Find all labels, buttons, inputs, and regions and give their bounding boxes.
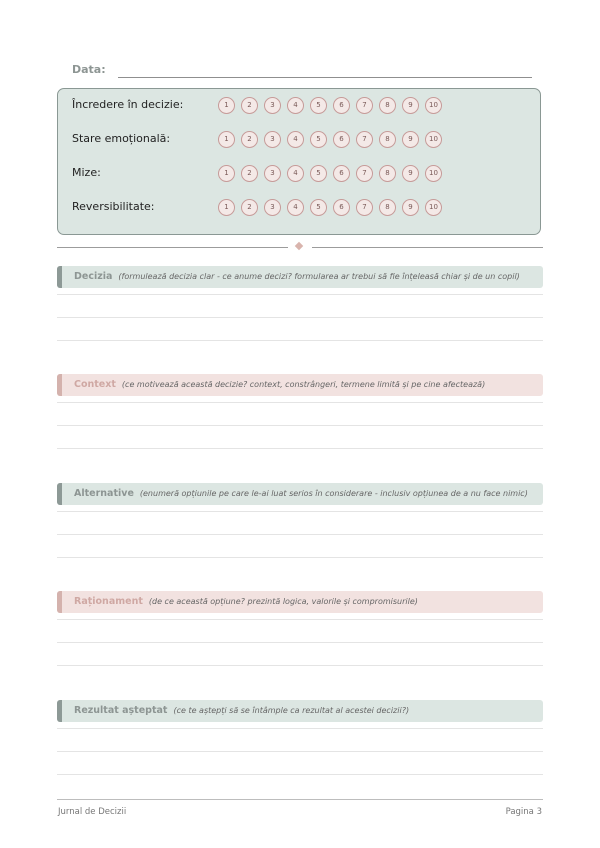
rating-circle-2[interactable]: 2 [241, 165, 258, 182]
rating-circle-2[interactable]: 2 [241, 199, 258, 216]
diamond-ornament [295, 242, 303, 250]
section-hint: (enumeră opțiunile pe care le-ai luat serios în considerare - inclusiv opțiunea de a nu face nimic) [139, 489, 528, 498]
section-hint: (de ce această opțiune? prezintă logica, valorile și compromisurile) [148, 597, 418, 606]
rating-label: Încredere în decizie: [72, 98, 184, 111]
rating-circle-2[interactable]: 2 [241, 97, 258, 114]
section-title: Decizia (formulează decizia clar - ce anume decizi? formularea ar trebui să fie înțeleasă chiar și de un copil) [74, 271, 520, 282]
rating-circle-1[interactable]: 1 [218, 131, 235, 148]
rating-circle-7[interactable]: 7 [356, 131, 373, 148]
footer-journal-title: Jurnal de Decizii [58, 807, 127, 817]
section-hint: (ce motivează această decizie? context, constrângeri, termene limită și pe cine afectează) [121, 380, 486, 389]
rating-row-stakes [72, 165, 532, 183]
footer-page-number: Pagina 3 [505, 807, 542, 817]
writing-line[interactable] [57, 511, 543, 512]
rating-box [57, 88, 541, 235]
writing-line[interactable] [57, 751, 543, 752]
rating-scale [218, 131, 448, 148]
rating-circle-8[interactable]: 8 [379, 165, 396, 182]
rating-circle-10[interactable]: 10 [425, 199, 442, 216]
section-accent-bar [57, 700, 62, 722]
rating-circle-10[interactable]: 10 [425, 97, 442, 114]
divider-left [57, 247, 288, 248]
date-row [72, 63, 532, 81]
rating-circle-2[interactable]: 2 [241, 131, 258, 148]
rating-circle-6[interactable]: 6 [333, 199, 350, 216]
section-header [57, 700, 543, 722]
rating-circle-1[interactable]: 1 [218, 165, 235, 182]
rating-circle-1[interactable]: 1 [218, 199, 235, 216]
writing-line[interactable] [57, 774, 543, 775]
rating-circle-3[interactable]: 3 [264, 131, 281, 148]
rating-circle-9[interactable]: 9 [402, 97, 419, 114]
writing-line[interactable] [57, 665, 543, 666]
date-label: Data: [72, 63, 106, 76]
rating-circle-4[interactable]: 4 [287, 199, 304, 216]
divider-right [312, 247, 543, 248]
writing-line[interactable] [57, 557, 543, 558]
rating-row-reversibility [72, 199, 532, 217]
writing-line[interactable] [57, 317, 543, 318]
rating-circle-3[interactable]: 3 [264, 97, 281, 114]
rating-circle-3[interactable]: 3 [264, 165, 281, 182]
writing-line[interactable] [57, 425, 543, 426]
footer-rule [57, 799, 543, 800]
rating-circle-3[interactable]: 3 [264, 199, 281, 216]
rating-circle-6[interactable]: 6 [333, 165, 350, 182]
rating-circle-7[interactable]: 7 [356, 97, 373, 114]
rating-circle-4[interactable]: 4 [287, 131, 304, 148]
section-accent-bar [57, 591, 62, 613]
rating-scale [218, 97, 448, 114]
rating-circle-4[interactable]: 4 [287, 97, 304, 114]
rating-circle-5[interactable]: 5 [310, 165, 327, 182]
rating-scale [218, 165, 448, 182]
section-header [57, 374, 543, 396]
writing-line[interactable] [57, 534, 543, 535]
rating-circle-6[interactable]: 6 [333, 97, 350, 114]
writing-line[interactable] [57, 294, 543, 295]
rating-row-emotional-state [72, 131, 532, 149]
section-title: Context (ce motivează această decizie? context, constrângeri, termene limită și pe cine afectează) [74, 379, 486, 390]
rating-scale [218, 199, 448, 216]
rating-row-confidence [72, 97, 532, 115]
rating-circle-4[interactable]: 4 [287, 165, 304, 182]
rating-circle-8[interactable]: 8 [379, 131, 396, 148]
section-title: Raționament (de ce această opțiune? prezintă logica, valorile și compromisurile) [74, 596, 418, 607]
section-accent-bar [57, 266, 62, 288]
rating-circle-1[interactable]: 1 [218, 97, 235, 114]
writing-line[interactable] [57, 728, 543, 729]
section-hint: (ce te aștepți să se întâmple ca rezultat al acestei decizii?) [173, 706, 410, 715]
rating-label: Reversibilitate: [72, 200, 155, 213]
section-hint: (formulează decizia clar - ce anume decizi? formularea ar trebui să fie înțeleasă chiar și de un copil) [118, 272, 520, 281]
rating-circle-7[interactable]: 7 [356, 165, 373, 182]
rating-circle-9[interactable]: 9 [402, 131, 419, 148]
rating-circle-5[interactable]: 5 [310, 131, 327, 148]
rating-circle-8[interactable]: 8 [379, 97, 396, 114]
section-title: Alternative (enumeră opțiunile pe care le-ai luat serios în considerare - inclusiv opțiunea de a nu face nimic) [74, 488, 528, 499]
section-header [57, 483, 543, 505]
rating-label: Stare emoțională: [72, 132, 171, 145]
rating-circle-6[interactable]: 6 [333, 131, 350, 148]
rating-circle-10[interactable]: 10 [425, 165, 442, 182]
rating-circle-5[interactable]: 5 [310, 199, 327, 216]
section-accent-bar [57, 374, 62, 396]
rating-label: Mize: [72, 166, 101, 179]
rating-circle-10[interactable]: 10 [425, 131, 442, 148]
section-title: Rezultat așteptat (ce te aștepți să se întâmple ca rezultat al acestei decizii?) [74, 705, 410, 716]
rating-circle-8[interactable]: 8 [379, 199, 396, 216]
writing-line[interactable] [57, 340, 543, 341]
writing-line[interactable] [57, 402, 543, 403]
writing-line[interactable] [57, 619, 543, 620]
rating-circle-7[interactable]: 7 [356, 199, 373, 216]
rating-circle-9[interactable]: 9 [402, 199, 419, 216]
rating-circle-5[interactable]: 5 [310, 97, 327, 114]
section-header [57, 266, 543, 288]
writing-line[interactable] [57, 642, 543, 643]
rating-circle-9[interactable]: 9 [402, 165, 419, 182]
section-accent-bar [57, 483, 62, 505]
writing-line[interactable] [57, 448, 543, 449]
section-header [57, 591, 543, 613]
date-field[interactable] [118, 77, 532, 78]
